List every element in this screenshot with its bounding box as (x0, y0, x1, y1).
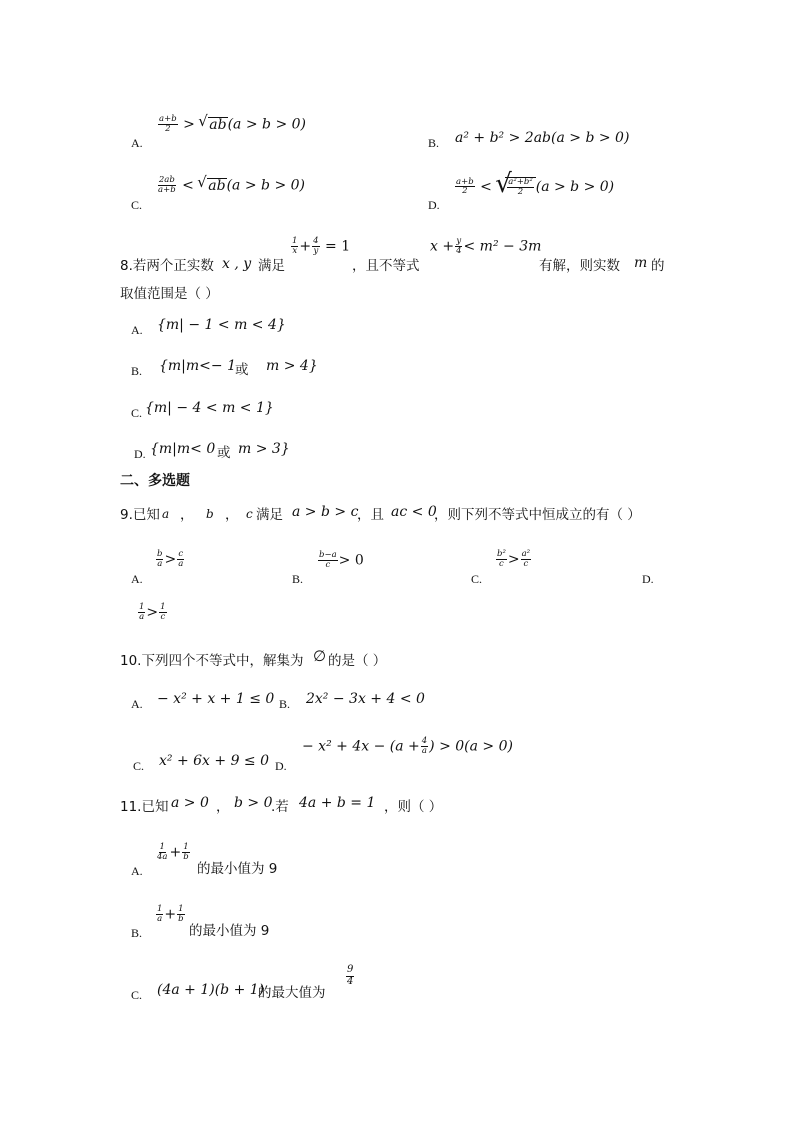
option-label: D. (275, 759, 287, 773)
option-label: D. (642, 572, 654, 586)
option-label: A. (131, 572, 143, 586)
q9-var-c: c (246, 507, 253, 521)
option-label: B. (131, 926, 143, 940)
q11-text-2: .若 (271, 799, 289, 815)
q8-vars: x , y (222, 256, 252, 272)
q9-a-formula: $\frac{b}{a}$ > $\frac{c}{a}$ (157, 549, 184, 569)
q8-d-or: 或 (217, 445, 231, 461)
q8-inequality: x + $\frac{y}{4}$ < m² − 3m (430, 236, 542, 256)
q8-d-formula-1: {m|m< 0 (150, 441, 216, 457)
q9-d-formula: $\frac{1}{a}$ > $\frac{1}{c}$ (139, 602, 166, 622)
q10-b-formula: 2x² − 3x + 4 < 0 (306, 691, 425, 707)
q9-b-formula: $\frac{b-a}{c}$ > 0 (319, 550, 364, 570)
option-label: B. (428, 136, 440, 150)
q8-d-formula-2: m > 3} (238, 441, 290, 457)
q11-a-text: 的最小值为 9 (197, 861, 278, 877)
q10-text-1: 10.下列四个不等式中，解集为 (120, 653, 304, 669)
q9-text-4: ，则下列不等式中恒成立的有（ ） (434, 507, 641, 523)
q8-c-formula: {m| − 4 < m < 1} (145, 400, 274, 416)
sqrt: √ $\frac{\text{a²+b²}}{2}$ (496, 177, 535, 197)
option-label: B. (279, 697, 291, 711)
q11-text-1: 11.已知 (120, 799, 169, 815)
option-label: C. (131, 988, 143, 1002)
q11-cond-3: 4a + b = 1 (299, 795, 376, 811)
q9-text-1: 9.已知 (120, 507, 160, 523)
sqrt: √ ab (199, 117, 227, 132)
q8-text-2: 满足 (258, 258, 285, 274)
q9-var-b: b (206, 507, 214, 521)
option-label: A. (131, 323, 143, 337)
q7-d-formula: $\frac{a+b}{2}$ < √ $\frac{\text{a²+b²}}{2}$ (a > b > 0) (454, 177, 614, 197)
q11-a-formula: $\frac{1}{4a}$ + $\frac{1}{b}$ (157, 842, 189, 862)
q8-text-1: 8.若两个正实数 (120, 258, 214, 274)
q10-c-formula: x² + 6x + 9 ≤ 0 (159, 753, 270, 769)
q8-text-4: 有解，则实数 (539, 258, 620, 274)
q8-b-or: 或 (235, 362, 249, 378)
q11-c-text: 的最大值为 (258, 985, 326, 1001)
q9-comma-2: ， (225, 507, 239, 523)
q9-text-2: 满足 (256, 507, 283, 523)
option-label: A. (131, 136, 143, 150)
q8-b-formula-1: {m|m<− 1 (159, 358, 236, 374)
q11-sep: ， (216, 799, 230, 815)
q7-a-formula: $\frac{a+b}{2}$ > √ ab(a > b > 0) (157, 115, 306, 134)
option-label: C. (131, 406, 143, 420)
q8-text-5: 的 (651, 258, 665, 274)
q9-c-formula: $\frac{\text{b²}}{c}$ > $\frac{\text{a²}}{c}$ (497, 549, 531, 569)
section-heading: 二、多选题 (120, 473, 190, 489)
option-label: D. (134, 447, 146, 461)
option-label: B. (292, 572, 304, 586)
q11-cond-1: a > 0 (171, 795, 209, 811)
sqrt: √ ab (198, 178, 226, 193)
fraction: $\frac{2ab}{a+b}$ (158, 175, 176, 195)
option-label: C. (131, 198, 143, 212)
q8-text-3: ，且不等式 (352, 258, 420, 274)
q9-comma-1: ， (180, 507, 194, 523)
q8-b-formula-2: m > 4} (266, 358, 318, 374)
q10-text-2: 的是（ ） (328, 653, 387, 669)
q7-c-formula: $\frac{2ab}{a+b}$ < √ ab(a > b > 0) (156, 176, 305, 195)
q9-cond-2: ac < 0 (391, 504, 437, 520)
q10-d-formula: − x² + 4x − (a + $\frac{4}{a}$ ) > 0(a > 0) (302, 736, 513, 756)
q11-c-value: $\frac{9}{4}$ (347, 964, 354, 987)
q7-b-formula: a² + b² > 2ab(a > b > 0) (455, 130, 630, 146)
q10-a-formula: − x² + x + 1 ≤ 0 (157, 691, 275, 707)
option-label: B. (131, 364, 143, 378)
option-label: C. (471, 572, 483, 586)
q11-cond-2: b > 0 (234, 795, 273, 811)
q8-var-m: m (634, 255, 648, 271)
option-label: D. (428, 198, 440, 212)
fraction: $\frac{a+b}{2}$ (159, 114, 177, 134)
q11-c-formula: (4a + 1)(b + 1) (157, 982, 265, 998)
q11-b-text: 的最小值为 9 (189, 923, 270, 939)
q9-cond-1: a > b > c (292, 504, 359, 520)
option-label: A. (131, 697, 143, 711)
q8-text-line2: 取值范围是（ ） (120, 286, 219, 302)
option-label: C. (133, 759, 145, 773)
q8-a-formula: {m| − 1 < m < 4} (157, 317, 286, 333)
q11-b-formula: $\frac{1}{a}$ + $\frac{1}{b}$ (157, 904, 184, 924)
option-label: A. (131, 864, 143, 878)
empty-set-symbol: ∅ (313, 647, 327, 665)
q8-condition: $\frac{1}{x}$ + $\frac{4}{y}$ = 1 (292, 236, 351, 256)
q11-text-3: ，则（ ） (384, 799, 443, 815)
fraction: $\frac{a+b}{2}$ (456, 176, 474, 197)
q9-var-a: a (162, 507, 170, 521)
q9-text-3: ，且 (357, 507, 384, 523)
